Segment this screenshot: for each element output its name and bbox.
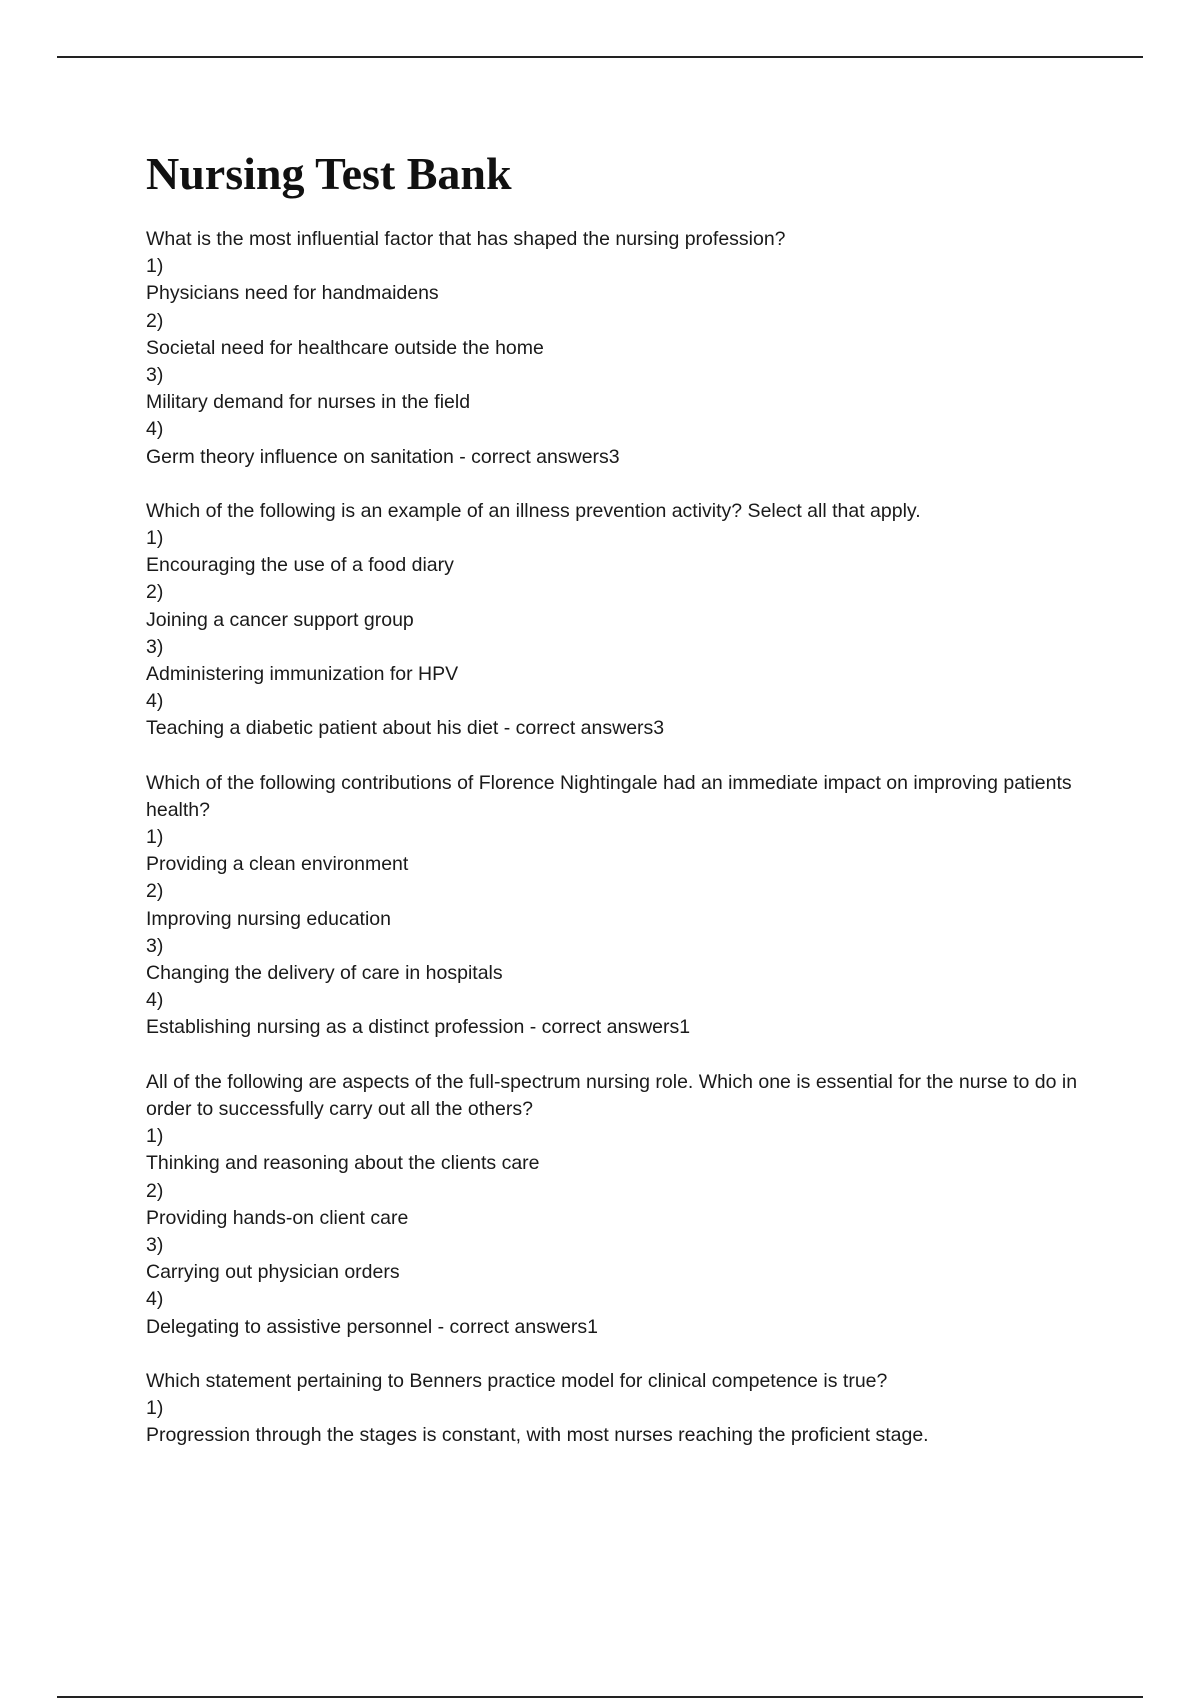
option-number: 4)	[146, 690, 164, 713]
option-text: Encouraging the use of a food diary	[146, 554, 454, 577]
option-number: 4)	[146, 989, 164, 1012]
option-number: 1)	[146, 527, 164, 550]
option-text: Societal need for healthcare outside the home	[146, 336, 544, 359]
option-text: Changing the delivery of care in hospitals	[146, 962, 503, 985]
option-number: 2)	[146, 880, 164, 903]
question-prompt: All of the following are aspects of the full-spectrum nursing role. Which one is essential for the nurse to do in order to successfully carry out all the others?	[146, 1070, 1083, 1120]
option-text: Military demand for nurses in the field	[146, 391, 471, 414]
option-text: Physicians need for handmaidens	[146, 282, 439, 305]
option-text: Delegating to assistive personnel - correct answers1	[146, 1315, 598, 1338]
question-prompt: What is the most influential factor that has shaped the nursing profession?	[146, 228, 786, 250]
option-text: Providing a clean environment	[146, 853, 409, 876]
option-text: Providing hands-on client care	[146, 1206, 409, 1229]
option-number: 1)	[146, 1396, 164, 1419]
option-number: 1)	[146, 255, 164, 278]
question-item	[146, 770, 1096, 1042]
option-number: 2)	[146, 581, 164, 604]
option-number: 4)	[146, 418, 164, 441]
option-number: 2)	[146, 309, 164, 332]
option-number: 2)	[146, 1179, 164, 1202]
question-list	[146, 226, 1096, 1449]
option-text: Carrying out physician orders	[146, 1261, 400, 1284]
option-number: 3)	[146, 934, 164, 957]
question-item	[146, 1069, 1096, 1341]
option-text: Progression through the stages is constant, with most nurses reaching the proficient stage.	[146, 1424, 929, 1447]
question-prompt: Which of the following is an example of an illness prevention activity? Select all that apply.	[146, 499, 921, 522]
option-number: 3)	[146, 364, 164, 387]
option-text: Germ theory influence on sanitation - correct answers3	[146, 445, 620, 468]
bottom-rule	[57, 1696, 1143, 1698]
question-item	[146, 498, 1096, 743]
question-item	[146, 1368, 1096, 1450]
option-text: Administering immunization for HPV	[146, 663, 459, 686]
option-number: 3)	[146, 635, 164, 658]
option-number: 1)	[146, 1125, 164, 1148]
option-text: Teaching a diabetic patient about his diet - correct answers3	[146, 717, 665, 740]
question-item	[146, 226, 1096, 471]
option-number: 3)	[146, 1233, 164, 1256]
option-text: Joining a cancer support group	[146, 608, 414, 631]
question-prompt: Which of the following contributions of Florence Nightingale had an immediate impact on improving patients health?	[146, 771, 1078, 821]
option-text: Improving nursing education	[146, 907, 391, 930]
document-body	[146, 146, 1096, 1476]
option-text: Establishing nursing as a distinct profession - correct answers1	[146, 1016, 691, 1039]
option-text: Thinking and reasoning about the clients care	[146, 1152, 540, 1175]
option-number: 4)	[146, 1288, 164, 1311]
document-title: Nursing Test Bank	[146, 148, 512, 199]
option-number: 1)	[146, 826, 164, 849]
top-rule	[57, 56, 1143, 58]
question-prompt: Which statement pertaining to Benners practice model for clinical competence is true?	[146, 1369, 888, 1392]
